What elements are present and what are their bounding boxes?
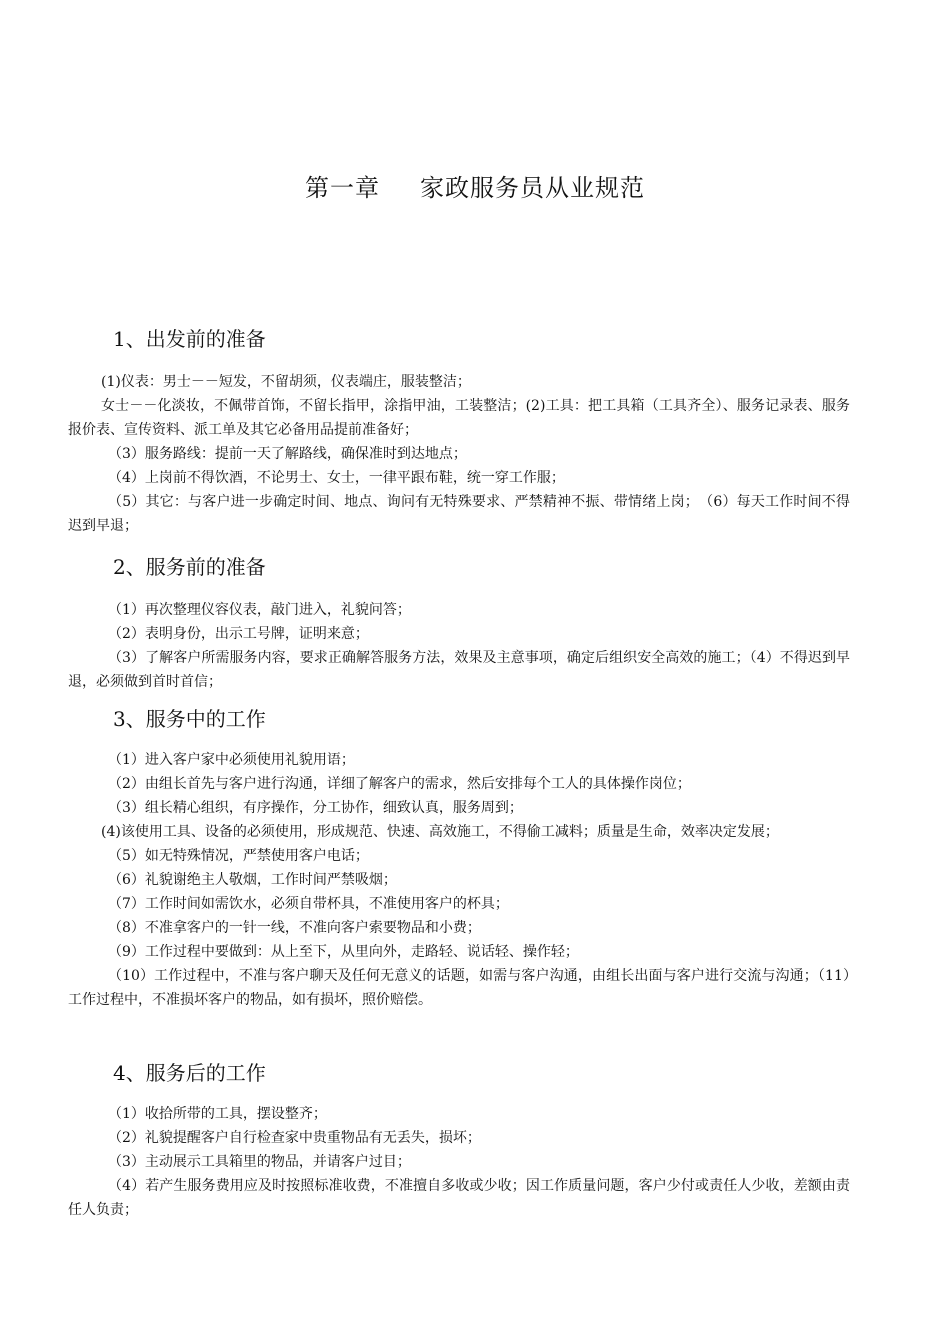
paragraph: （1）收拾所带的工具，摆设整齐； [108,1106,327,1122]
paragraph: （10）工作过程中，不准与客户聊天及任何无意义的话题，如需与客户沟通，由组长出面与客户进行交流与沟通；（11）工作过程中，不准损坏客户的物品，如有损坏，照价赔偿。 [68,968,850,1008]
paragraph: （1）再次整理仪容仪表，敲门进入，礼貌问答； [108,602,411,618]
paragraph: （7）工作时间如需饮水，必须自带杯具，不准使用客户的杯具； [108,896,509,912]
paragraph: （5）如无特殊情况，严禁使用客户电话； [108,848,369,864]
paragraph: 女士－－化淡妆，不佩带首饰，不留长指甲，涂指甲油，工装整洁；(2)工具：把工具箱（工具齐全）、服务记录表、服务报价表、宣传资料、派工单及其它必备用品提前准备好； [68,398,850,438]
section-body [68,370,850,538]
chapter-number: 第一章 [305,174,380,202]
paragraph: （5）其它：与客户进一步确定时间、地点、询问有无特殊要求、严禁精神不振、带情绪上岗； （6）每天工作时间不得迟到早退； [68,494,850,534]
section-body [68,598,850,694]
chapter-name: 家政服务员从业规范 [420,174,645,202]
paragraph: （3）服务路线：提前一天了解路线，确保准时到达地点； [108,446,467,462]
paragraph: （2）由组长首先与客户进行沟通，详细了解客户的需求，然后安排每个工人的具体操作岗位； [108,776,691,792]
paragraph: （3）了解客户所需服务内容，要求正确解答服务方法，效果及主意事项，确定后组织安全高效的施工；（4）不得迟到早退，必须做到首时首信； [68,650,850,690]
paragraph: （3）组长精心组织，有序操作，分工协作，细致认真，服务周到； [108,800,523,816]
paragraph: （4）若产生服务费用应及时按照标准收费，不准擅自多收或少收；因工作质量问题，客户少付或责任人少收，差额由责任人负责； [68,1178,850,1218]
paragraph: (1)仪表：男士－－短发，不留胡须，仪表端庄，服装整洁； [101,374,471,390]
paragraph: （6）礼貌谢绝主人敬烟，工作时间严禁吸烟； [108,872,397,888]
paragraph: (4)该使用工具、设备的必须使用，形成规范、快速、高效施工，不得偷工减料；质量是生命，效率决定发展； [101,824,779,840]
section-heading: 1、出发前的准备 [113,327,266,351]
section-heading: 3、服务中的工作 [113,707,266,731]
paragraph: （1）进入客户家中必须使用礼貌用语； [108,752,355,768]
section-body [68,748,850,1012]
paragraph: （2）表明身份，出示工号牌，证明来意； [108,626,369,642]
section-heading: 2、服务前的准备 [113,555,266,579]
paragraph: （4）上岗前不得饮酒，不论男士、女士，一律平跟布鞋，统一穿工作服； [108,470,565,486]
section-heading: 4、服务后的工作 [113,1061,266,1085]
paragraph: （9）工作过程中要做到：从上至下，从里向外，走路轻、说话轻、操作轻； [108,944,579,960]
paragraph: （8）不准拿客户的一针一线，不准向客户索要物品和小费； [108,920,481,936]
document-title [0,168,950,203]
paragraph: （2）礼貌提醒客户自行检查家中贵重物品有无丢失，损坏； [108,1130,481,1146]
paragraph: （3）主动展示工具箱里的物品，并请客户过目； [108,1154,411,1170]
section-body [68,1102,850,1222]
